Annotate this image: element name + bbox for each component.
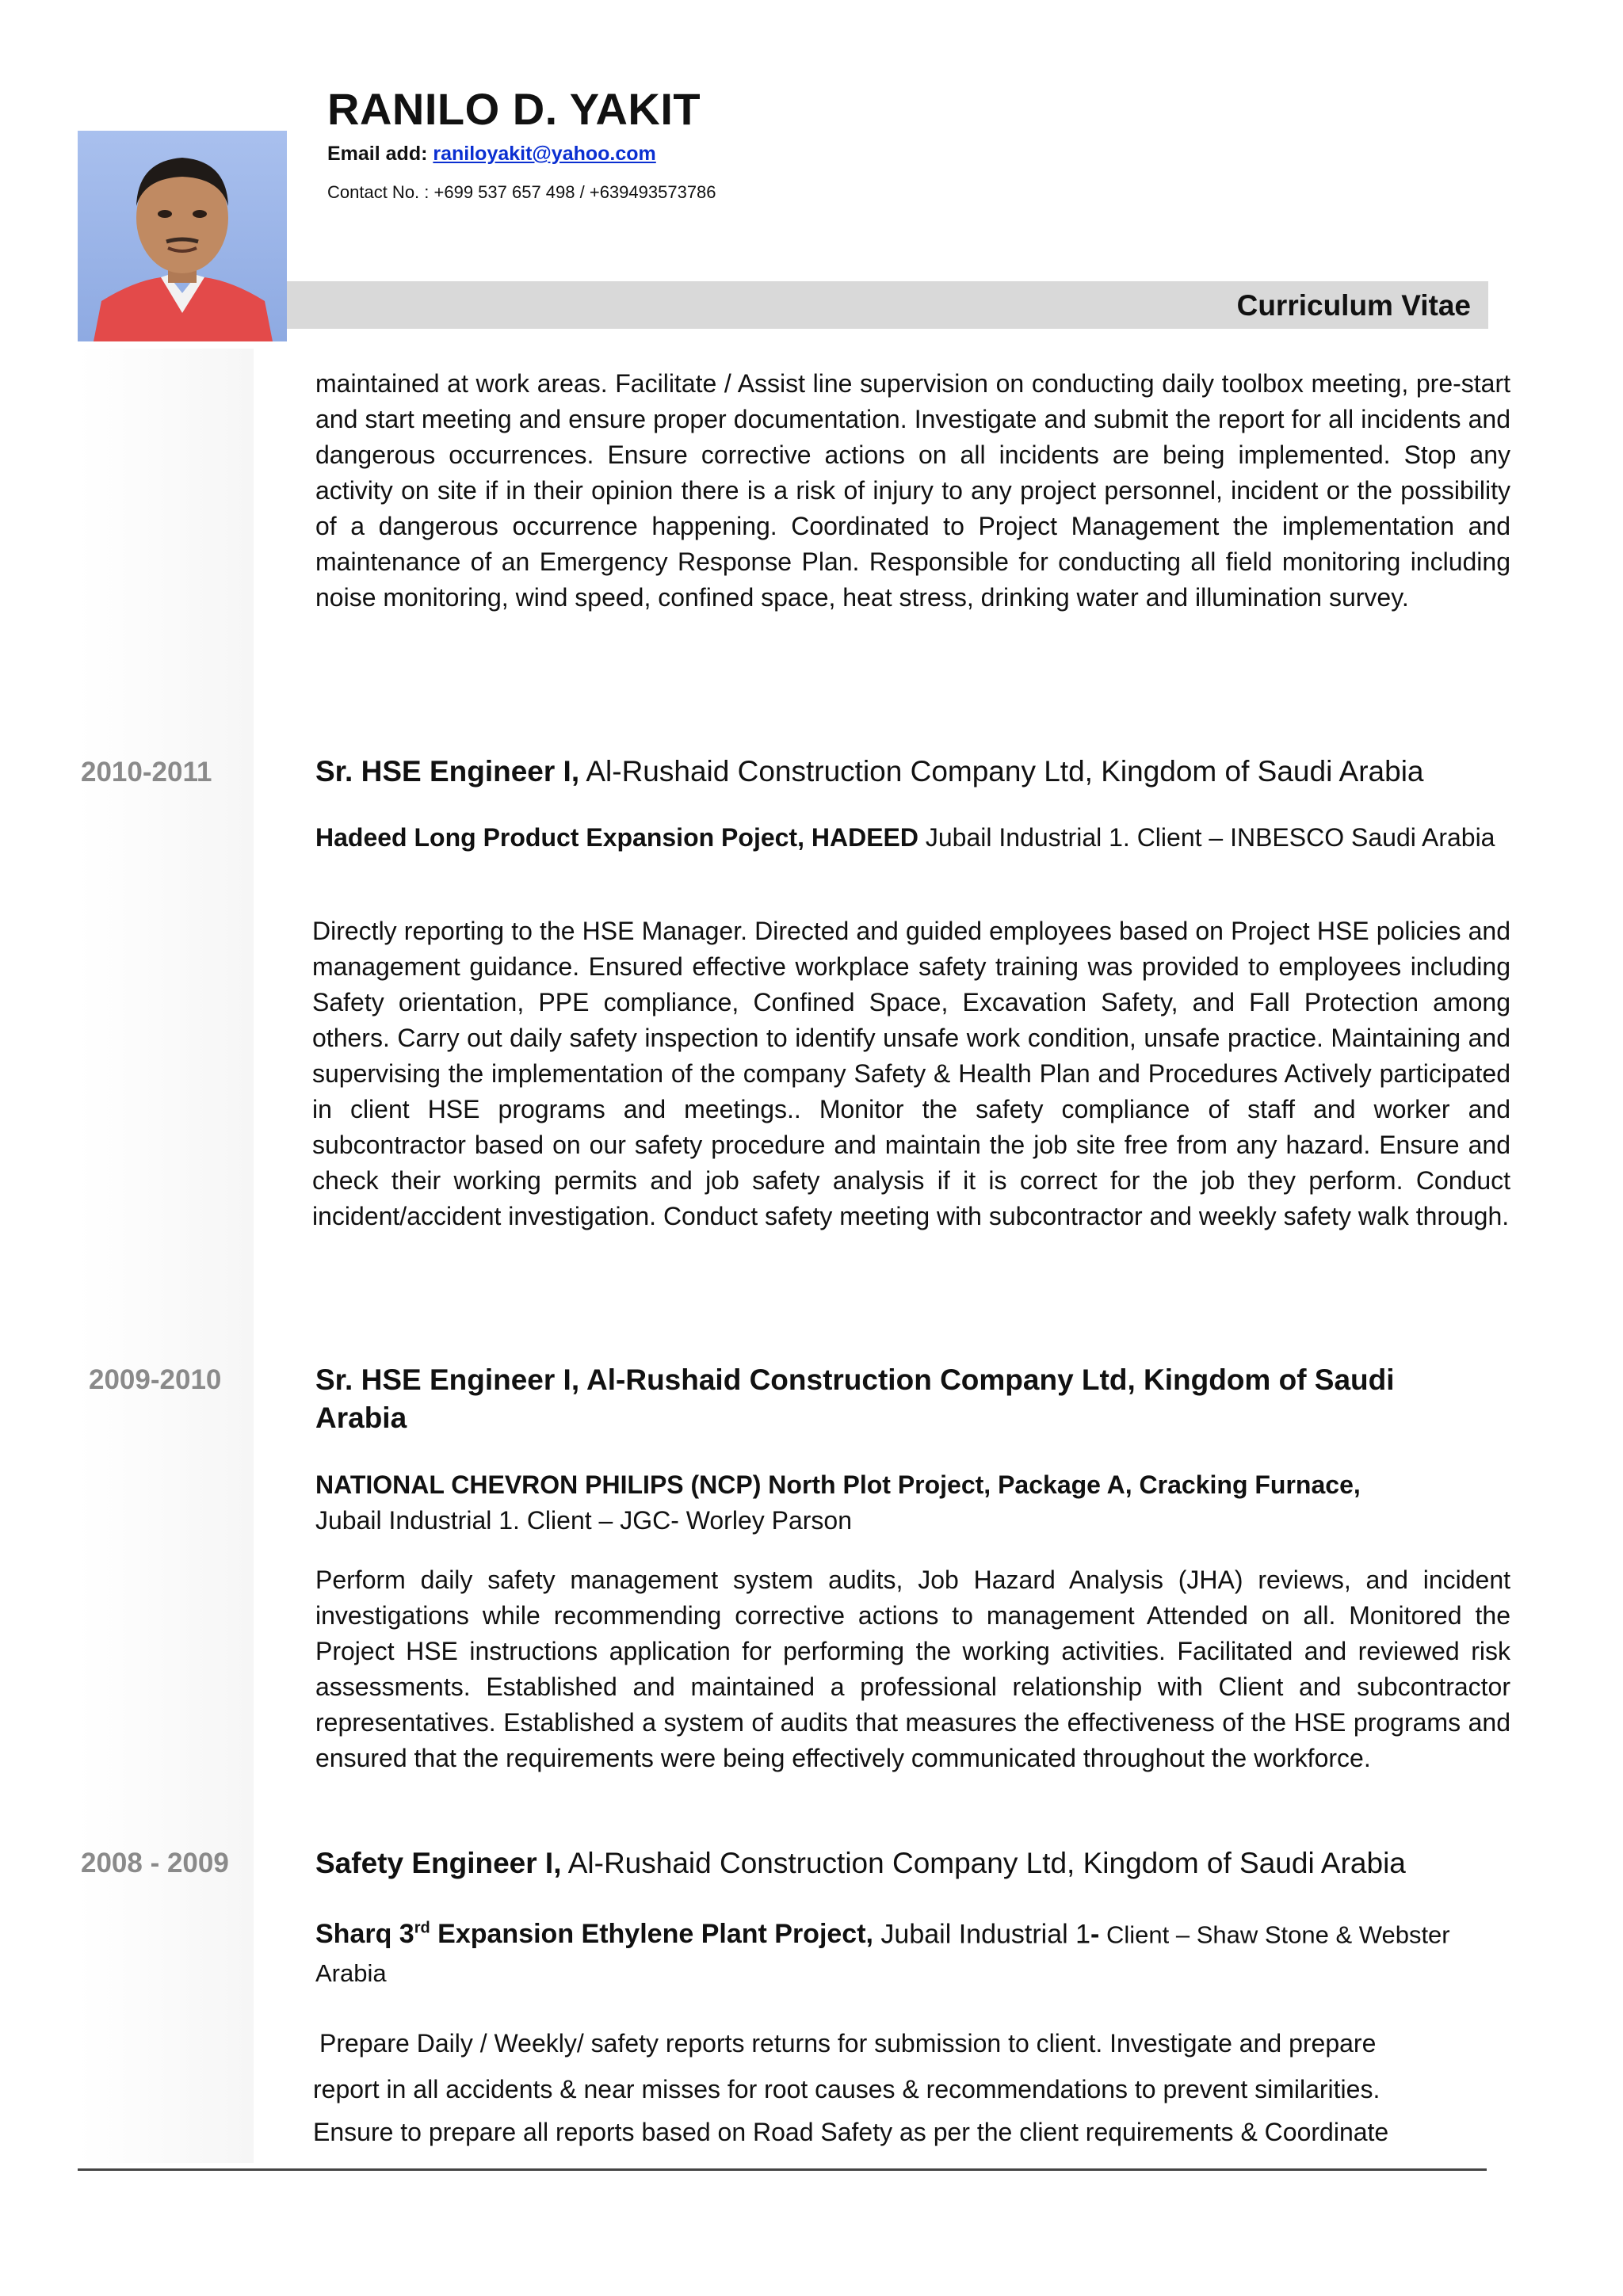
job-project-name: Hadeed Long Product Expansion Poject, HADEED bbox=[315, 823, 918, 852]
job-project-client: Jubail Industrial 1. Client – JGC- Worley Parson bbox=[315, 1506, 853, 1535]
job-description: Perform daily safety management system audits, Job Hazard Analysis (JHA) reviews, and incident investigations while recommending corrective actions to management Attended on all. Monitored the Project HSE instructions application for performing the working activities. Facilitated and reviewed risk assessments. Established and maintained a professional relationship with Client and subcontractor representatives. Established a system of audits that measures the effectiveness of the HSE programs and ensured that the requirements were being effectively communicated throughout the workforce. bbox=[315, 1566, 1510, 1772]
job-years: 2009-2010 bbox=[89, 1364, 222, 1395]
description-line: report in all accidents & near misses for root causes & recommendations to prevent similarities. bbox=[313, 2075, 1381, 2103]
candidate-name: RANILO D. YAKIT bbox=[327, 84, 701, 134]
profile-photo bbox=[78, 131, 287, 341]
job-company: , Al-Rushaid Construction Company Ltd, Kingdom of Saudi Arabia bbox=[315, 1363, 1395, 1434]
job-project-name: Sharq 3rd Expansion Ethylene Plant Project, bbox=[315, 1919, 873, 1950]
intro-paragraph: maintained at work areas. Facilitate / Assist line supervision on conducting daily toolbox meeting, pre-start and start meeting and ensure proper documentation. Investigate and submit the report for all incidents and dangerous occurrences. Ensure corrective actions on all incidents are being implemented. Stop any activity on site if in their opinion there is a risk of injury to any project personnel, incident or the possibility of a dangerous occurrence happening. Coordinated to Project Management the implementation and maintenance of an Emergency Response Plan. Responsible for conducting all field monitoring including noise monitoring, wind speed, confined space, heat stress, drinking water and illumination survey. bbox=[315, 369, 1510, 612]
job-project bbox=[315, 1467, 1529, 1539]
job-description bbox=[313, 2020, 1518, 2152]
job-title: Sr. HSE Engineer I, bbox=[315, 755, 580, 788]
email-label: Email add: bbox=[327, 143, 428, 165]
job-project: Sharq 3rd Expansion Ethylene Plant Project, Jubail Industrial 1- Client – Shaw Stone & Webster Arabia bbox=[315, 1919, 1450, 1988]
profile-photo-portrait bbox=[78, 131, 287, 341]
job-title: Sr. HSE Engineer I bbox=[315, 1363, 571, 1396]
cv-title-bar bbox=[287, 281, 1488, 329]
job-company: Al-Rushaid Construction Company Ltd, Kingdom of Saudi Arabia bbox=[586, 755, 1424, 788]
job-project-client: Jubail Industrial 1. Client – INBESCO Saudi Arabia bbox=[918, 823, 1495, 852]
job-title-line bbox=[315, 753, 1520, 791]
job-years: 2010-2011 bbox=[81, 757, 212, 788]
job-company: Al-Rushaid Construction Company Ltd, Kingdom of Saudi Arabia bbox=[561, 1847, 1406, 1879]
job-project-name: NATIONAL CHEVRON PHILIPS (NCP) North Plot Project, Package A, Cracking Furnace, bbox=[315, 1470, 1361, 1499]
left-column-shading bbox=[78, 349, 254, 2163]
contact-number: Contact No. : +699 537 657 498 / +639493573786 bbox=[327, 182, 716, 202]
job-title-line bbox=[315, 1844, 1520, 1882]
email-link[interactable]: raniloyakit@yahoo.com bbox=[433, 143, 656, 165]
job-project-client: Client – Shaw Stone & Webster Arabia bbox=[315, 1920, 1450, 1988]
job-title: Safety Engineer I, bbox=[315, 1847, 562, 1879]
job-description: Directly reporting to the HSE Manager. Directed and guided employees based on Project HSE policies and management guidance. Ensured effective workplace safety training was provided to employees including Safety orientation, PPE compliance, Confined Space, Excavation Safety, and Fall Protection among others. Carry out daily safety inspection to identify unsafe work condition, unsafe practice. Maintaining and supervising the implementation of the company Safety & Health Plan and Procedures Actively participated in client HSE programs and meetings.. Monitor the safety compliance of staff and worker and subcontractor based on our safety procedure and maintain the job site free from any hazard. Ensure and check their working permits and job safety analysis if it is correct for the job they perform. Conduct incident/accident investigation. Conduct safety meeting with subcontractor and weekly safety walk through. bbox=[312, 917, 1510, 1230]
job-project bbox=[315, 820, 1528, 856]
description-line: Prepare Daily / Weekly/ safety reports returns for submission to client. Investigate and prepare bbox=[319, 2029, 1377, 2058]
job-title-line bbox=[315, 1361, 1449, 1437]
job-years: 2008 - 2009 bbox=[81, 1848, 229, 1878]
email-line bbox=[327, 143, 656, 166]
description-line: Ensure to prepare all reports based on Road Safety as per the client requirements & Coordinate bbox=[313, 2118, 1389, 2146]
cv-title: Curriculum Vitae bbox=[1236, 289, 1471, 322]
job-project-location: Jubail Industrial 1 bbox=[873, 1919, 1091, 1950]
bottom-divider bbox=[78, 2168, 1487, 2171]
